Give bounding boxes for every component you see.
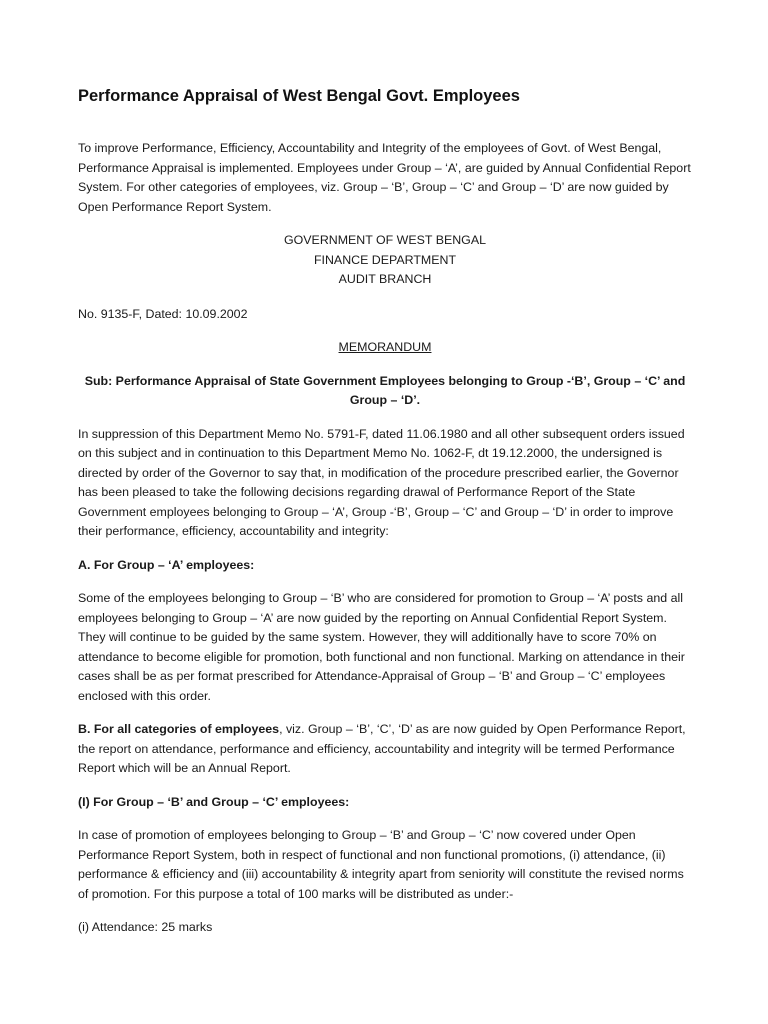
department-header — [78, 231, 692, 290]
header-line-branch: AUDIT BRANCH — [338, 272, 432, 286]
section-b-text: , viz. Group – ‘B’, ‘C’, ‘D’ as are now guided by Open Performance Report, the report on attendance, performance and efficiency, accountability and integrity will be termed Performance Report which will be an Annual Report. — [78, 722, 686, 775]
header-line-government: GOVERNMENT OF WEST BENGAL — [284, 233, 486, 247]
suppression-paragraph: In suppression of this Department Memo No. 5791-F, dated 11.06.1980 and all other subsequent orders issued on this subject and in continuation to this Department Memo No. 1062-F, dt 19.12.2000, the undersigned is directed by order of the Governor to say that, in modification of the procedure prescribed earlier, the Governor has been pleased to take the following decisions regarding drawal of Performance Report of the State Government employees belonging to Group – ‘A’, Group -‘B’, Group – ‘C’ and Group – ‘D’ in order to improve their performance, efficiency, accountability and integrity: — [78, 426, 685, 538]
header-line-department: FINANCE DEPARTMENT — [313, 252, 457, 267]
section-b-lead: B. For all categories of employees — [78, 722, 280, 736]
subject-line: Sub: Performance Appraisal of State Government Employees belonging to Group -‘B’, Group – ‘C’ and Group – ‘D’. — [84, 373, 686, 407]
section-b-paragraph — [78, 720, 692, 779]
document-page — [78, 84, 692, 952]
memorandum-label — [78, 338, 692, 358]
section-a-heading: A. For Group – ‘A’ employees: — [78, 557, 255, 572]
intro-paragraph: To improve Performance, Efficiency, Accountability and Integrity of the employees of Govt. of West Bengal, Performance Appraisal is implemented. Employees under Group – ‘A’, are guided by Annual Confidential Report System. For other categories of employees, viz. Group – ‘B’, Group – ‘C’ and Group – ‘D’ are now guided by Open Performance Report System. — [78, 141, 691, 214]
attendance-item: (i) Attendance: 25 marks — [78, 920, 213, 934]
section-i-heading: (I) For Group – ‘B’ and Group – ‘C’ employees: — [78, 794, 350, 809]
document-title: Performance Appraisal of West Bengal Govt. Employees — [78, 87, 520, 105]
section-a-paragraph: Some of the employees belonging to Group – ‘B’ who are considered for promotion to Group – ‘A’ posts and all employees belonging to Group – ‘A’ are now guided by the reporting on Annual Confidential Report System. They will continue to be guided by the same system. However, they will additionally have to score 70% on attendance to become eligible for promotion, both functional and non functional. Marking on attendance in their cases shall be as per format prescribed for Attendance-Appraisal of Group – ‘B’ and Group – ‘C’ employees enclosed with this order. — [78, 591, 685, 703]
section-i-paragraph: In case of promotion of employees belonging to Group – ‘B’ and Group – ‘C’ now covered under Open Performance Report System, both in respect of functional and non functional promotions, (i) attendance, (ii) performance & efficiency and (iii) accountability & integrity apart from seniority will constitute the revised norms of promotion. For this purpose a total of 100 marks will be distributed as under:- — [78, 828, 684, 901]
reference-number: No. 9135-F, Dated: 10.09.2002 — [78, 306, 248, 321]
memorandum-text: MEMORANDUM — [338, 340, 432, 354]
